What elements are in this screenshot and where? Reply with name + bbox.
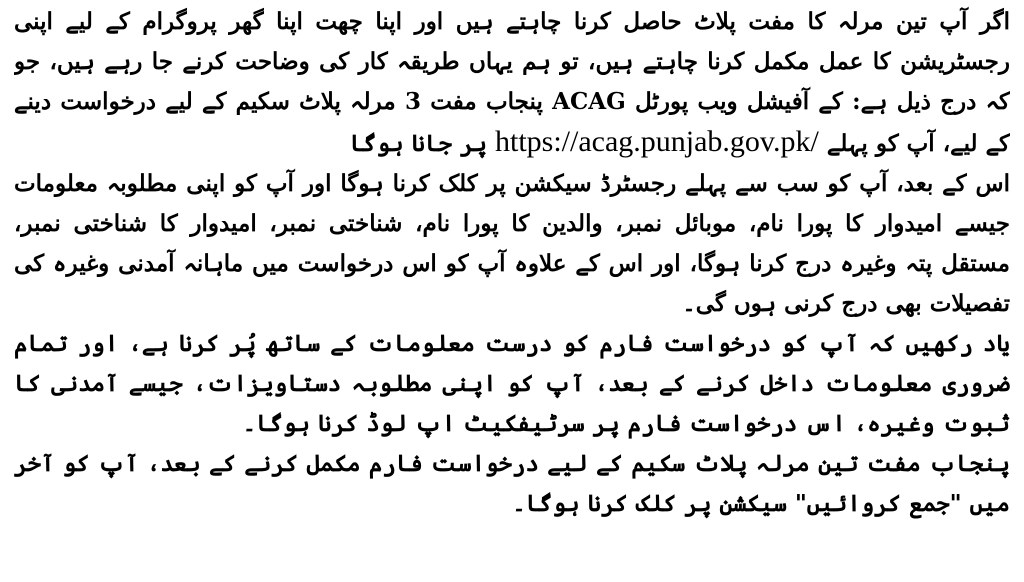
paragraph-registration-intro (14, 2, 1010, 164)
paragraph-documents-upload: یاد رکھیں کہ آپ کو درخواست فارم کو درست معلومات کے ساتھ پُر کرنا ہے، اور تمام ضروری معلومات داخل کرنے کے بعد، آپ کو اپنی مطلوبہ دستاویزات، جیسے آمدنی کا ثبوت وغیرہ، اس درخواست فارم پر سرٹیفکیٹ اپ لوڈ کرنا ہوگا۔ (14, 330, 1010, 437)
paragraph-intro-tail: پر جانا ہوگا (349, 130, 487, 157)
paragraph-intro-text: اگر آپ تین مرلہ کا مفت پلاٹ حاصل کرنا چاہتے ہیں اور اپنا چھت اپنا گھر پروگرام کے لیے اپنی رجسٹریشن کا عمل مکمل کرنا چاہتے ہیں، تو ہم یہاں طریقہ کار کی وضاحت کرنے جا رہے ہیں، جو کہ درج ذیل ہے: کے آفیشل ویب پورٹل ACAG پنجاب مفت 3 مرلہ پلاٹ سکیم کے لیے درخواست دینے کے لیے، آپ کو پہلے (14, 8, 1010, 157)
portal-url: https://acag.punjab.gov.pk/ (494, 125, 819, 158)
article-body (14, 0, 1010, 582)
paragraph-registration-details: اس کے بعد، آپ کو سب سے پہلے رجسٹرڈ سیکشن پر کلک کرنا ہوگا اور آپ کو اپنی مطلوبہ معلومات جیسے امیدوار کا پورا نام، موبائل نمبر، والدین کا پورا نام، شناختی نمبر، امیدوار کا شناختی نمبر، مستقل پتہ وغیرہ درج کرنا ہوگا، اور اس کے علاوہ آپ کو اس درخواست میں ماہانہ آمدنی وغیرہ کی تفصیلات بھی درج کرنی ہوں گی۔ (14, 170, 1010, 317)
paragraph-submit: پنجاب مفت تین مرلہ پلاٹ سکیم کے لیے درخواست فارم مکمل کرنے کے بعد، آپ کو آخر میں "جمع کروائیں" سیکشن پر کلک کرنا ہوگا۔ (14, 450, 1010, 517)
